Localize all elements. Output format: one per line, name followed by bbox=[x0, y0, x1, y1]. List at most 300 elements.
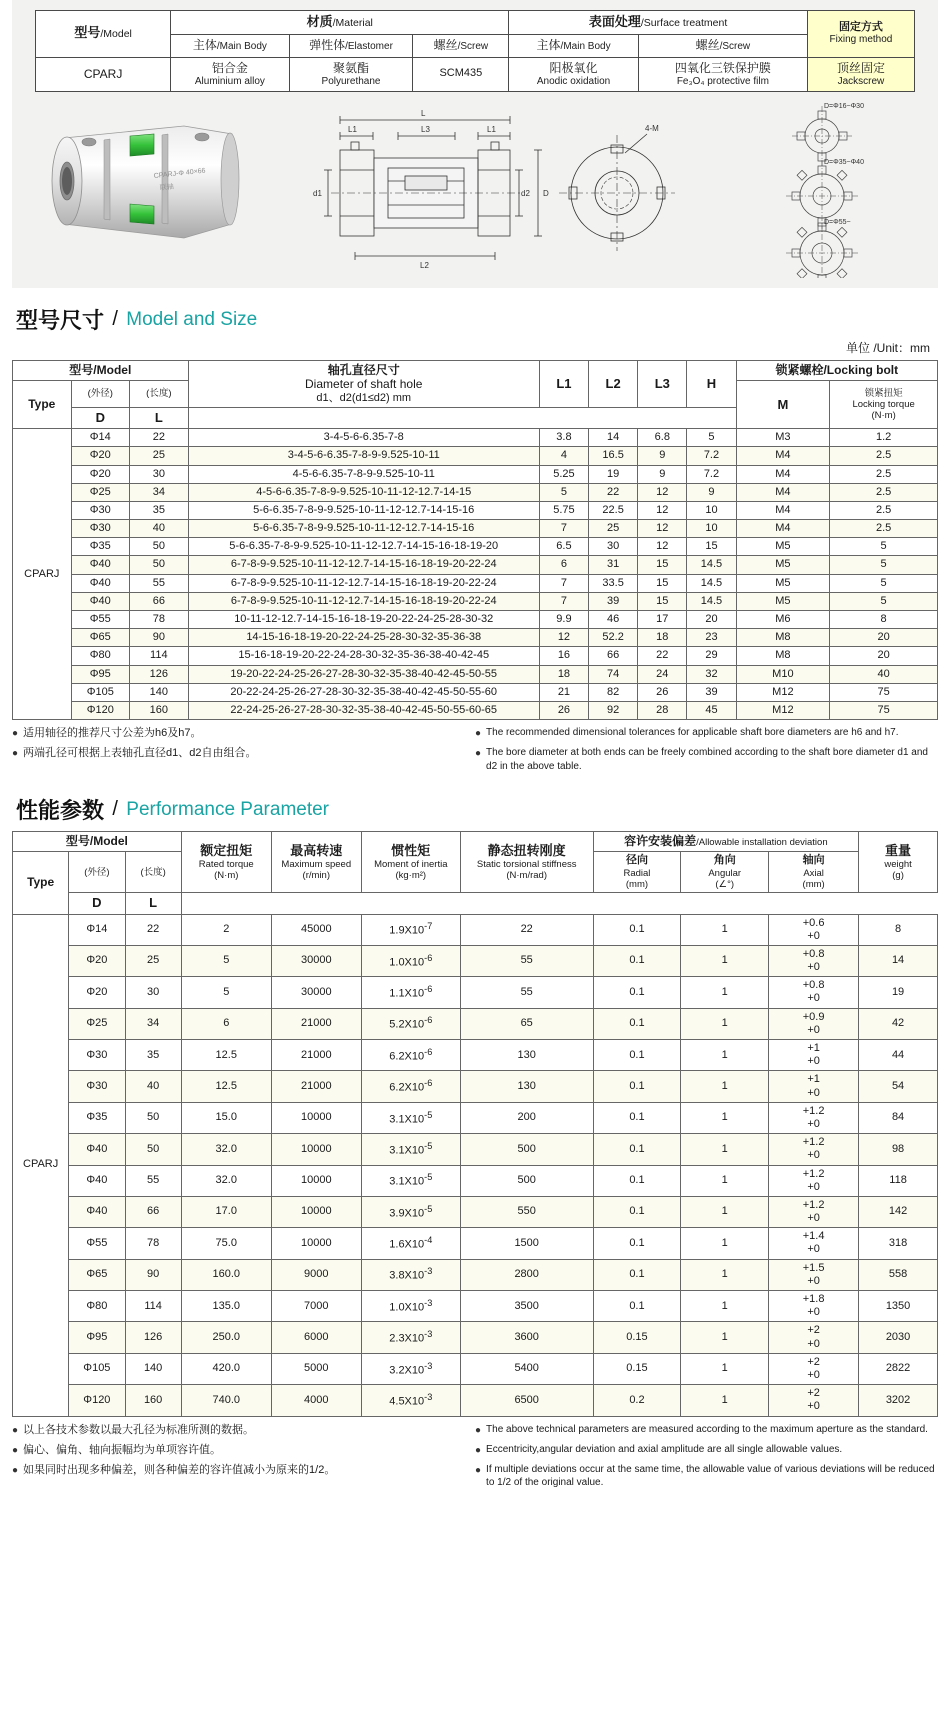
note-text: 两端孔径可根据上表轴孔直径d1、d2自由组合。 bbox=[23, 747, 257, 760]
perf-header-inertia-unit: (kg·m²) bbox=[395, 870, 427, 882]
bullet-icon: ● bbox=[12, 748, 19, 760]
cell-rated-torque: 15.0 bbox=[181, 1102, 271, 1133]
spec-surface-en: /Surface treatment bbox=[640, 17, 728, 29]
cell-axial-plus: +0.8 bbox=[802, 947, 825, 960]
spec-fixing-header bbox=[807, 11, 914, 58]
cell-H: 39 bbox=[687, 683, 736, 701]
cell-axial-plus: +1 bbox=[807, 1042, 820, 1054]
cell-L1: 16 bbox=[539, 647, 588, 665]
spec-value-row bbox=[36, 57, 915, 92]
cell-d: Φ55 bbox=[69, 1228, 125, 1259]
cell-axial bbox=[769, 1259, 859, 1290]
size-header-torque-cn: 锁紧扭矩 bbox=[864, 387, 903, 399]
cell-bore: 22-24-25-26-27-28-30-32-35-38-40-42-45-50-55-60-65 bbox=[188, 701, 539, 719]
cell-axial-minus: +0 bbox=[807, 961, 820, 974]
cell-angular: 1 bbox=[681, 945, 769, 976]
note-item bbox=[12, 1463, 475, 1478]
spec-screw-header bbox=[413, 34, 509, 57]
perf-header-D-sym bbox=[69, 893, 125, 914]
cell-l: 25 bbox=[125, 945, 181, 976]
spec-value-surfmain bbox=[509, 57, 639, 92]
cell-M: M5 bbox=[736, 592, 830, 610]
table-row bbox=[13, 1008, 938, 1039]
cell-radial: 0.1 bbox=[593, 1040, 681, 1071]
cell-angular: 1 bbox=[681, 1165, 769, 1196]
cell-stiffness: 3500 bbox=[460, 1291, 593, 1322]
material-spec-table bbox=[35, 10, 915, 92]
cell-angular: 1 bbox=[681, 1071, 769, 1102]
perf-header-axial-unit: (mm) bbox=[802, 878, 825, 890]
cell-l: 140 bbox=[130, 683, 189, 701]
cell-L2: 31 bbox=[589, 556, 638, 574]
spec-surfmain-en: /Main Body bbox=[560, 40, 611, 52]
cell-inertia-mantissa: 4.5X10 bbox=[389, 1395, 425, 1408]
cell-bore: 5-6-6.35-7-8-9-9.525-10-11-12-12.7-14-15-16 bbox=[188, 501, 539, 519]
cell-H: 10 bbox=[687, 501, 736, 519]
cell-l: 50 bbox=[130, 538, 189, 556]
spec-value-elastomer-cn: 聚氨酯 bbox=[333, 60, 370, 75]
cell-weight: 318 bbox=[859, 1228, 938, 1259]
cell-L2: 46 bbox=[589, 611, 638, 629]
cell-torque: 8 bbox=[830, 611, 938, 629]
cell-radial: 0.1 bbox=[593, 1071, 681, 1102]
perf-header-torque-en: Rated torque bbox=[198, 858, 254, 870]
size-header-bolt-text: 锁紧螺栓/Locking bolt bbox=[775, 363, 899, 377]
cell-inertia-exponent: -7 bbox=[424, 921, 433, 932]
cell-L2: 16.5 bbox=[589, 447, 638, 465]
cell-L3: 26 bbox=[638, 683, 687, 701]
cell-inertia bbox=[361, 1353, 460, 1384]
cell-L2: 14 bbox=[589, 429, 638, 447]
cell-d: Φ40 bbox=[69, 1134, 125, 1165]
cell-axial bbox=[769, 1134, 859, 1165]
cell-axial-plus: +2 bbox=[807, 1387, 820, 1400]
cell-rated-torque: 2 bbox=[181, 914, 271, 945]
cell-M: M4 bbox=[736, 501, 830, 519]
perf-header-speed-en: Maximum speed bbox=[281, 858, 352, 870]
cell-bore: 6-7-8-9-9.525-10-11-12-12.7-14-15-16-18-19-20-22-24 bbox=[188, 574, 539, 592]
size-header-row-1 bbox=[13, 361, 938, 381]
cell-d: Φ105 bbox=[71, 683, 130, 701]
cell-d: Φ95 bbox=[69, 1322, 125, 1353]
cell-weight: 14 bbox=[859, 945, 938, 976]
cell-inertia-exponent: -3 bbox=[424, 1391, 433, 1402]
size-header-model-text: 型号/Model bbox=[69, 363, 132, 377]
size-header-bore bbox=[188, 361, 539, 408]
cell-d: Φ25 bbox=[69, 1008, 125, 1039]
cell-L1: 18 bbox=[539, 665, 588, 683]
cell-L3: 15 bbox=[638, 574, 687, 592]
table-row bbox=[13, 977, 938, 1008]
section1-unit-label: 单位 /Unit：mm bbox=[845, 341, 930, 355]
cell-inertia-exponent: -6 bbox=[424, 984, 433, 995]
note-item bbox=[475, 726, 938, 741]
spec-surf-main-header bbox=[509, 34, 639, 57]
cell-M: M8 bbox=[736, 647, 830, 665]
perf-header-D-sym-text: D bbox=[92, 895, 102, 911]
cell-L3: 28 bbox=[638, 701, 687, 719]
dim-d2: d2 bbox=[521, 189, 530, 198]
table-row bbox=[13, 1259, 938, 1290]
section-drawing bbox=[295, 98, 695, 273]
end-variant-1-label: D=Φ16~Φ30 bbox=[824, 103, 864, 110]
cell-axial-plus: +1.2 bbox=[802, 1167, 825, 1180]
size-header-D-cn: (外径) bbox=[87, 388, 113, 400]
bullet-icon: ● bbox=[475, 1464, 482, 1476]
cell-rated-torque: 420.0 bbox=[181, 1353, 271, 1384]
cell-d: Φ35 bbox=[71, 538, 130, 556]
spec-value-fixing bbox=[807, 57, 914, 92]
spec-value-surfmain-cn: 阳极氧化 bbox=[549, 60, 598, 75]
cell-d: Φ105 bbox=[69, 1353, 125, 1384]
cell-L3: 18 bbox=[638, 629, 687, 647]
perf-header-L-sym-text: L bbox=[149, 895, 158, 911]
perf-header-speed bbox=[271, 832, 361, 893]
cell-axial bbox=[769, 1196, 859, 1227]
cell-weight: 142 bbox=[859, 1196, 938, 1227]
cell-l: 35 bbox=[130, 501, 189, 519]
cell-radial: 0.1 bbox=[593, 1291, 681, 1322]
cell-angular: 1 bbox=[681, 1134, 769, 1165]
cell-d: Φ20 bbox=[69, 945, 125, 976]
cell-inertia bbox=[361, 1134, 460, 1165]
cell-torque: 2.5 bbox=[830, 465, 938, 483]
photo-engraving-model: CPARJ-Φ 40×66 bbox=[153, 167, 206, 180]
perf-header-torque-unit: (N·m) bbox=[214, 870, 239, 882]
spec-model-en: /Model bbox=[100, 28, 132, 41]
perf-header-type-text: Type bbox=[27, 875, 55, 890]
cell-weight: 19 bbox=[859, 977, 938, 1008]
cell-stiffness: 130 bbox=[460, 1071, 593, 1102]
perf-header-L-cn: (长度) bbox=[140, 866, 166, 878]
cell-L1: 6 bbox=[539, 556, 588, 574]
size-header-L-sym bbox=[130, 407, 189, 428]
cell-axial-plus: +2 bbox=[807, 1324, 820, 1337]
cell-inertia-mantissa: 3.1X10 bbox=[389, 1175, 425, 1188]
perf-header-stiff-cn: 静态扭转刚度 bbox=[487, 843, 566, 859]
cell-axial bbox=[769, 1353, 859, 1384]
cell-axial-minus: +0 bbox=[807, 1023, 820, 1036]
cell-L3: 12 bbox=[638, 520, 687, 538]
table-row bbox=[13, 1165, 938, 1196]
cell-M: M4 bbox=[736, 447, 830, 465]
spec-value-surfmain-en: Anodic oxidation bbox=[536, 75, 611, 87]
cell-d: Φ30 bbox=[71, 520, 130, 538]
cell-axial-minus: +0 bbox=[807, 1274, 820, 1287]
cell-inertia bbox=[361, 1102, 460, 1133]
size-header-type-text: Type bbox=[28, 397, 56, 412]
spec-mainbody-en: /Main Body bbox=[216, 40, 267, 52]
cell-axial-plus: +0.6 bbox=[802, 916, 825, 929]
perf-header-D-cn: (外径) bbox=[84, 866, 110, 878]
cell-rated-torque: 75.0 bbox=[181, 1228, 271, 1259]
cell-L3: 9 bbox=[638, 447, 687, 465]
cell-inertia-exponent: -6 bbox=[424, 1046, 433, 1057]
cell-rated-torque: 17.0 bbox=[181, 1196, 271, 1227]
cell-axial bbox=[769, 1385, 859, 1416]
section2-title-en: Performance Parameter bbox=[126, 798, 330, 820]
spec-value-surfscrew-cn: 四氧化三铁保护膜 bbox=[674, 60, 771, 75]
cell-H: 9 bbox=[687, 483, 736, 501]
cell-radial: 0.1 bbox=[593, 1102, 681, 1133]
size-header-L-cn: (长度) bbox=[146, 388, 172, 400]
cell-inertia-exponent: -5 bbox=[424, 1109, 433, 1120]
spec-value-elastomer-en: Polyurethane bbox=[321, 75, 381, 87]
cell-radial: 0.1 bbox=[593, 1228, 681, 1259]
cell-weight: 42 bbox=[859, 1008, 938, 1039]
section-performance-heading bbox=[16, 794, 938, 825]
perf-header-inertia-en: Moment of inertia bbox=[374, 858, 448, 870]
cell-max-speed: 10000 bbox=[271, 1196, 361, 1227]
cell-stiffness: 500 bbox=[460, 1134, 593, 1165]
cell-axial-minus: +0 bbox=[807, 1306, 820, 1319]
cell-torque: 5 bbox=[830, 538, 938, 556]
note-item bbox=[475, 746, 938, 773]
cell-L2: 82 bbox=[589, 683, 638, 701]
coupling-photo bbox=[28, 98, 278, 273]
table-row bbox=[13, 1353, 938, 1384]
cell-d: Φ120 bbox=[71, 701, 130, 719]
dim-L2: L2 bbox=[420, 261, 429, 270]
perf-header-D bbox=[69, 852, 125, 893]
cell-angular: 1 bbox=[681, 977, 769, 1008]
cell-max-speed: 30000 bbox=[271, 945, 361, 976]
cell-l: 40 bbox=[130, 520, 189, 538]
cell-l: 78 bbox=[125, 1228, 181, 1259]
perf-header-weight-unit: (g) bbox=[892, 870, 904, 882]
perf-header-weight-en: weight bbox=[884, 858, 912, 870]
cell-d: Φ95 bbox=[71, 665, 130, 683]
cell-max-speed: 7000 bbox=[271, 1291, 361, 1322]
perf-header-deviation bbox=[593, 832, 859, 852]
cell-M: M8 bbox=[736, 629, 830, 647]
cell-axial-minus: +0 bbox=[807, 1180, 820, 1193]
cell-torque: 5 bbox=[830, 574, 938, 592]
cell-l: 50 bbox=[130, 556, 189, 574]
cell-max-speed: 21000 bbox=[271, 1008, 361, 1039]
cell-d: Φ30 bbox=[71, 501, 130, 519]
size-header-H-text: H bbox=[706, 375, 717, 391]
size-header-torque-unit: (N·m) bbox=[871, 410, 896, 422]
spec-elastomer-header bbox=[289, 34, 413, 57]
cell-rated-torque: 740.0 bbox=[181, 1385, 271, 1416]
cell-max-speed: 9000 bbox=[271, 1259, 361, 1290]
size-header-L bbox=[130, 381, 189, 408]
perf-header-speed-cn: 最高转速 bbox=[290, 843, 343, 859]
cell-axial-minus: +0 bbox=[807, 1149, 820, 1162]
cell-angular: 1 bbox=[681, 1353, 769, 1384]
cell-weight: 54 bbox=[859, 1071, 938, 1102]
cell-M: M12 bbox=[736, 683, 830, 701]
cell-angular: 1 bbox=[681, 1102, 769, 1133]
spec-material-cn: 材质 bbox=[306, 14, 333, 29]
cell-axial-minus: +0 bbox=[807, 1055, 820, 1068]
table-row bbox=[13, 556, 938, 574]
cell-torque: 20 bbox=[830, 629, 938, 647]
table-row bbox=[13, 1134, 938, 1165]
cell-d: Φ55 bbox=[71, 611, 130, 629]
cell-l: 55 bbox=[130, 574, 189, 592]
cell-axial-minus: +0 bbox=[807, 1086, 820, 1099]
cell-radial: 0.1 bbox=[593, 1008, 681, 1039]
cell-inertia-mantissa: 3.8X10 bbox=[389, 1270, 425, 1283]
cell-inertia-mantissa: 3.1X10 bbox=[389, 1113, 425, 1126]
cell-axial-minus: +0 bbox=[807, 992, 820, 1005]
cell-inertia bbox=[361, 945, 460, 976]
cell-stiffness: 55 bbox=[460, 977, 593, 1008]
cell-l: 22 bbox=[125, 914, 181, 945]
cell-L2: 92 bbox=[589, 701, 638, 719]
cell-weight: 84 bbox=[859, 1102, 938, 1133]
cell-L3: 22 bbox=[638, 647, 687, 665]
cell-inertia-exponent: -5 bbox=[424, 1172, 433, 1183]
perf-header-type bbox=[13, 852, 69, 914]
table-row bbox=[13, 1071, 938, 1102]
cell-axial-minus: +0 bbox=[807, 1337, 820, 1350]
cell-angular: 1 bbox=[681, 1385, 769, 1416]
perf-header-radial-unit: (mm) bbox=[625, 878, 649, 890]
perf-header-model bbox=[13, 832, 182, 852]
cell-H: 10 bbox=[687, 520, 736, 538]
spec-value-screw: SCM435 bbox=[413, 57, 509, 92]
cell-rated-torque: 32.0 bbox=[181, 1134, 271, 1165]
cell-l: 140 bbox=[125, 1353, 181, 1384]
cell-L1: 3.8 bbox=[539, 429, 588, 447]
cell-L1: 7 bbox=[539, 520, 588, 538]
cell-weight: 118 bbox=[859, 1165, 938, 1196]
perf-header-stiff-en: Static torsional stiffness bbox=[476, 858, 577, 870]
cell-inertia-mantissa: 1.0X10 bbox=[389, 1301, 425, 1314]
note-text: 适用轴径的推荐尺寸公差为h6及h7。 bbox=[23, 727, 202, 740]
cell-weight: 98 bbox=[859, 1134, 938, 1165]
cell-weight: 3202 bbox=[859, 1385, 938, 1416]
perf-header-model-text: 型号/Model bbox=[65, 834, 128, 849]
cell-d: Φ30 bbox=[69, 1040, 125, 1071]
cell-axial bbox=[769, 914, 859, 945]
size-header-L1-text: L1 bbox=[556, 375, 572, 391]
cell-angular: 1 bbox=[681, 1008, 769, 1039]
cell-axial-plus: +1.5 bbox=[802, 1261, 825, 1274]
perf-header-inertia bbox=[361, 832, 460, 893]
dim-L1-right: L1 bbox=[487, 125, 496, 134]
cell-l: 66 bbox=[125, 1196, 181, 1227]
size-header-bore-sub: d1、d2(d1≤d2) mm bbox=[316, 391, 412, 404]
cell-axial bbox=[769, 945, 859, 976]
section2-title-cn: 性能参数 bbox=[16, 798, 105, 824]
cell-L1: 7 bbox=[539, 574, 588, 592]
spec-value-surfscrew-en: Fe₃O₄ protective film bbox=[676, 75, 769, 87]
cell-inertia-mantissa: 5.2X10 bbox=[389, 1019, 425, 1032]
cell-l: 114 bbox=[125, 1291, 181, 1322]
cell-M: M3 bbox=[736, 429, 830, 447]
cell-L1: 5.75 bbox=[539, 501, 588, 519]
cell-inertia-mantissa: 2.3X10 bbox=[389, 1332, 425, 1345]
note-text: The recommended dimensional tolerances for applicable shaft bore diameters are h6 and h7. bbox=[486, 727, 899, 739]
cell-stiffness: 500 bbox=[460, 1165, 593, 1196]
size-header-torque-en: Locking torque bbox=[852, 398, 915, 410]
bullet-icon: ● bbox=[12, 1464, 19, 1476]
cell-radial: 0.1 bbox=[593, 1259, 681, 1290]
cell-max-speed: 21000 bbox=[271, 1040, 361, 1071]
cell-torque: 1.2 bbox=[830, 429, 938, 447]
cell-L3: 17 bbox=[638, 611, 687, 629]
cell-axial-plus: +1.2 bbox=[802, 1198, 825, 1211]
section2-notes-en bbox=[475, 1423, 938, 1495]
spec-mainbody-header bbox=[171, 34, 289, 57]
cell-angular: 1 bbox=[681, 1040, 769, 1071]
table-row bbox=[13, 501, 938, 519]
cell-torque: 75 bbox=[830, 683, 938, 701]
note-text: Eccentricity,angular deviation and axial amplitude are all single allowable values. bbox=[486, 1443, 843, 1455]
cell-l: 50 bbox=[125, 1134, 181, 1165]
cell-d: Φ14 bbox=[71, 429, 130, 447]
cell-l: 34 bbox=[130, 483, 189, 501]
cell-angular: 1 bbox=[681, 1259, 769, 1290]
cell-bore: 15-16-18-19-20-22-24-28-30-32-35-36-38-40-42-45 bbox=[188, 647, 539, 665]
note-item bbox=[12, 1423, 475, 1438]
cell-L1: 6.5 bbox=[539, 538, 588, 556]
bullet-icon: ● bbox=[12, 1424, 19, 1436]
note-text: The above technical parameters are measured according to the maximum aperture as the standard. bbox=[486, 1423, 928, 1435]
spec-elastomer-en: /Elastomer bbox=[345, 40, 393, 52]
cell-H: 14.5 bbox=[687, 574, 736, 592]
note-text: 如果同时出现多种偏差，则各种偏差的容许值减小为原来的1/2。 bbox=[23, 1463, 336, 1476]
cell-d: Φ65 bbox=[69, 1259, 125, 1290]
cell-l: 34 bbox=[125, 1008, 181, 1039]
size-type-value: CPARJ bbox=[13, 429, 72, 720]
cell-rated-torque: 250.0 bbox=[181, 1322, 271, 1353]
model-size-table bbox=[12, 360, 938, 720]
spec-header-row bbox=[36, 11, 915, 35]
size-header-L1 bbox=[539, 361, 588, 408]
cell-L1: 5 bbox=[539, 483, 588, 501]
cell-M: M5 bbox=[736, 574, 830, 592]
bullet-icon: ● bbox=[475, 1424, 482, 1436]
spec-model-cn: 型号 bbox=[74, 25, 101, 41]
spec-value-fixing-cn: 顶丝固定 bbox=[836, 60, 885, 75]
table-row bbox=[13, 914, 938, 945]
cell-inertia-exponent: -3 bbox=[424, 1266, 433, 1277]
cell-inertia-exponent: -6 bbox=[424, 1078, 433, 1089]
table-row bbox=[13, 465, 938, 483]
cell-d: Φ25 bbox=[71, 483, 130, 501]
note-text: 以上各技术参数以最大孔径为标准所测的数据。 bbox=[23, 1423, 255, 1436]
cell-L2: 52.2 bbox=[589, 629, 638, 647]
dim-L1-left: L1 bbox=[348, 125, 357, 134]
cell-bore: 4-5-6-6.35-7-8-9-9.525-10-11 bbox=[188, 465, 539, 483]
cell-d: Φ40 bbox=[71, 592, 130, 610]
cell-L3: 12 bbox=[638, 538, 687, 556]
cell-stiffness: 130 bbox=[460, 1040, 593, 1071]
cell-inertia-mantissa: 3.2X10 bbox=[389, 1364, 425, 1377]
photo-engraving-brand: 联轴 bbox=[159, 182, 175, 192]
table-row bbox=[13, 1040, 938, 1071]
table-row bbox=[13, 429, 938, 447]
cell-d: Φ120 bbox=[69, 1385, 125, 1416]
cell-weight: 44 bbox=[859, 1040, 938, 1071]
note-text: 偏心、偏角、轴向振幅均为单项容许值。 bbox=[23, 1443, 222, 1456]
perf-header-speed-unit: (r/min) bbox=[302, 870, 330, 882]
note-item bbox=[475, 1463, 938, 1490]
cell-L3: 15 bbox=[638, 556, 687, 574]
perf-header-angular-en: Angular bbox=[708, 867, 742, 879]
section1-notes bbox=[12, 726, 938, 778]
table-row bbox=[13, 447, 938, 465]
cell-angular: 1 bbox=[681, 914, 769, 945]
cell-axial-minus: +0 bbox=[807, 1368, 820, 1381]
cell-M: M12 bbox=[736, 701, 830, 719]
cell-H: 32 bbox=[687, 665, 736, 683]
